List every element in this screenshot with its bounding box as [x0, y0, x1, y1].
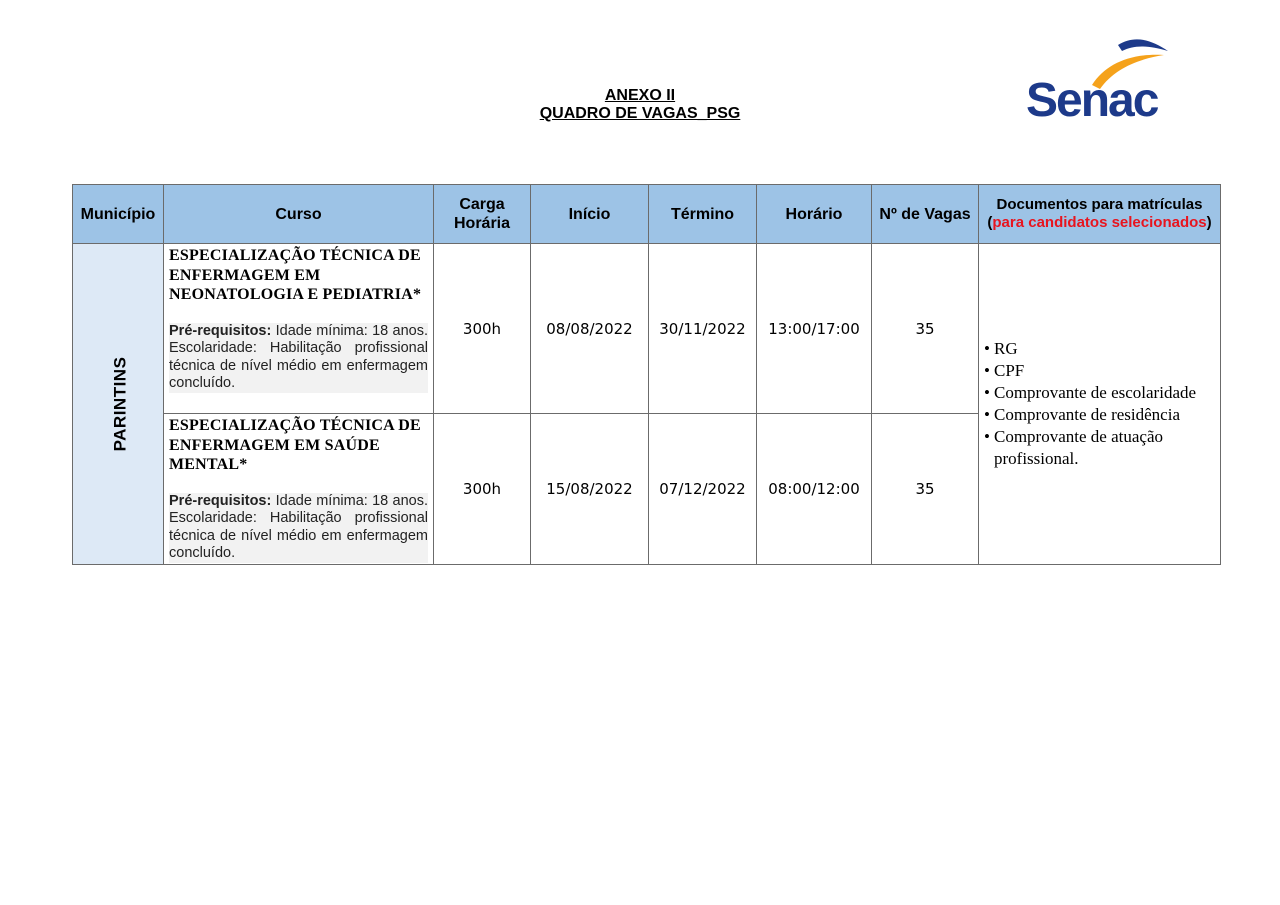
course-title: ESPECIALIZAÇÃO TÉCNICA DE ENFERMAGEM EM NEONATOLOGIA E PEDIATRIA*: [169, 247, 422, 303]
course-prerequisites: [169, 493, 428, 563]
docs-header-prefix: Documentos para matrículas (: [987, 196, 1203, 231]
col-carga-horaria: Carga Horária: [434, 185, 531, 244]
list-item: [984, 404, 1220, 426]
col-municipio: Município: [73, 185, 164, 244]
document-text: RG: [994, 339, 1018, 358]
prereq-label: Pré-requisitos:: [169, 492, 272, 509]
prereq-text: Idade mínima: 18 anos. Escolaridade: Habilitação profissional técnica de nível médio em enfermagem concluído.: [169, 492, 428, 561]
col-termino: Término: [649, 185, 757, 244]
carga-cell: 300h: [434, 414, 531, 565]
docs-header-highlight: para candidatos selecionados: [992, 214, 1207, 231]
col-vagas: Nº de Vagas: [872, 185, 979, 244]
table-row: [73, 244, 1221, 414]
documents-list: [984, 338, 1220, 470]
course-title: ESPECIALIZAÇÃO TÉCNICA DE ENFERMAGEM EM SAÚDE MENTAL*: [169, 417, 421, 473]
bullet-icon: •: [984, 427, 990, 446]
document-text: CPF: [994, 361, 1025, 380]
vagas-cell: 35: [872, 414, 979, 565]
prereq-label: Pré-requisitos:: [169, 322, 272, 339]
course-cell: [164, 414, 434, 565]
document-heading: [440, 87, 840, 123]
docs-header-suffix: ): [1206, 214, 1212, 231]
bullet-icon: •: [984, 339, 990, 358]
documents-cell: [979, 244, 1221, 565]
inicio-cell: 15/08/2022: [531, 414, 649, 565]
senac-logo: [1022, 33, 1182, 128]
prereq-text: Idade mínima: 18 anos. Escolaridade: Habilitação profissional técnica de nível médio em enfermagem concluído.: [169, 322, 428, 391]
carga-cell: 300h: [434, 244, 531, 414]
termino-cell: 07/12/2022: [649, 414, 757, 565]
municipio-name: PARINTINS: [110, 356, 130, 452]
vagas-cell: 35: [872, 244, 979, 414]
list-item: [984, 426, 1220, 470]
col-curso: Curso: [164, 185, 434, 244]
municipio-cell: [73, 244, 164, 565]
document-text: Comprovante de escolaridade: [994, 383, 1197, 402]
termino-cell: 30/11/2022: [649, 244, 757, 414]
horario-cell: 08:00/12:00: [757, 414, 872, 565]
bullet-icon: •: [984, 361, 990, 380]
bullet-icon: •: [984, 405, 990, 424]
list-item: [984, 382, 1220, 404]
list-item: [984, 338, 1220, 360]
logo-text: Senac: [1026, 74, 1158, 127]
inicio-cell: 08/08/2022: [531, 244, 649, 414]
document-text: Comprovante de atuação profissional.: [994, 427, 1163, 468]
annex-title: ANEXO II: [604, 87, 676, 104]
course-prerequisites: [169, 323, 428, 393]
header-row: [73, 185, 1221, 244]
vacancies-table: [72, 184, 1221, 565]
document-text: Comprovante de residência: [994, 405, 1180, 424]
col-inicio: Início: [531, 185, 649, 244]
col-horario: Horário: [757, 185, 872, 244]
horario-cell: 13:00/17:00: [757, 244, 872, 414]
vacancies-title: QUADRO DE VAGAS_PSG: [539, 105, 741, 122]
col-documentos: [979, 185, 1221, 244]
bullet-icon: •: [984, 383, 990, 402]
list-item: [984, 360, 1220, 382]
course-cell: [164, 244, 434, 414]
